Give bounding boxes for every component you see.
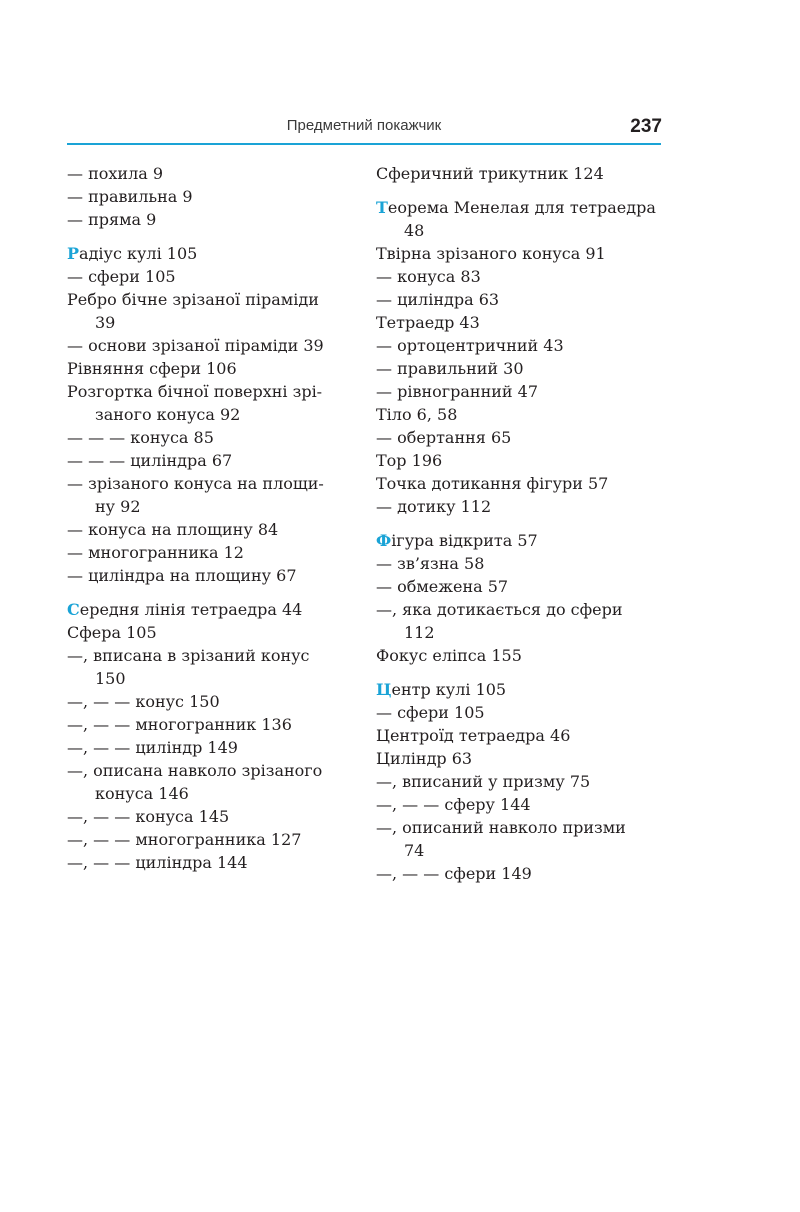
index-entry <box>376 495 676 518</box>
section-initial-letter: Ц <box>376 680 392 699</box>
index-entry-text: ігура відкрита 57 <box>391 531 538 550</box>
index-entry-text: Сфера 105 <box>67 623 157 642</box>
index-entry-text: —, — — сфери 149 <box>376 864 532 883</box>
page-number: 237 <box>630 116 662 137</box>
index-entry <box>67 828 357 851</box>
index-entry-text: —, — — многогранника 127 <box>67 830 302 849</box>
index-entry <box>376 701 676 724</box>
index-entry-text: адіус кулі 105 <box>79 244 198 263</box>
running-header-title: Предметний покажчик <box>286 117 442 134</box>
index-section-start <box>67 242 357 265</box>
index-entry <box>376 449 676 472</box>
index-entry-text: — конуса на площину 84 <box>67 520 279 539</box>
section-initial-letter: С <box>67 600 80 619</box>
index-entry <box>67 185 357 208</box>
index-entry <box>376 403 676 426</box>
index-entry-text: — пряма 9 <box>67 210 157 229</box>
index-entry-text: Рівняння сфери 106 <box>67 359 237 378</box>
index-entry <box>67 518 357 541</box>
index-entry-text: ентр кулі 105 <box>391 680 507 699</box>
index-entry-text: — зрізаного конуса на площи- <box>67 474 324 493</box>
index-entry-text: — дотику 112 <box>376 497 492 516</box>
index-entry <box>67 541 357 564</box>
index-entry-text: — конуса 83 <box>376 267 481 286</box>
index-entry-text: Фокус еліпса 155 <box>376 646 522 665</box>
index-entry-text: —, — — многогранник 136 <box>67 715 292 734</box>
index-entry <box>67 265 357 288</box>
index-entry-text: Тор 196 <box>376 451 443 470</box>
index-entry-text: —, вписана в зрізаний конус <box>67 646 310 665</box>
index-entry <box>67 805 357 828</box>
index-entry-text: —, вписаний у призму 75 <box>376 772 591 791</box>
index-entry <box>376 575 676 598</box>
index-entry-text: — ортоцентричний 43 <box>376 336 564 355</box>
index-entry <box>376 644 676 667</box>
index-entry <box>376 334 676 357</box>
index-entry <box>67 380 357 426</box>
index-entry <box>67 357 357 380</box>
index-entry-continuation: 48 <box>404 221 425 240</box>
index-entry-text: — рівногранний 47 <box>376 382 539 401</box>
index-section-start <box>376 196 676 242</box>
index-entry <box>376 162 676 185</box>
index-entry <box>376 552 676 575</box>
index-entry-text: —, — — циліндра 144 <box>67 853 248 872</box>
index-entry <box>376 380 676 403</box>
index-entry-text: — циліндра на площину 67 <box>67 566 297 585</box>
index-entry-text: Сферичний трикутник 124 <box>376 164 604 183</box>
section-initial-letter: Т <box>376 198 388 217</box>
index-entry <box>67 162 357 185</box>
index-entry <box>376 311 676 334</box>
index-entry-text: —, описаний навколо призми <box>376 818 626 837</box>
index-entry <box>376 770 676 793</box>
index-entry-text: — циліндра 63 <box>376 290 500 309</box>
index-entry-text: — похила 9 <box>67 164 164 183</box>
index-entry-text: — многогранника 12 <box>67 543 244 562</box>
index-entry <box>67 334 357 357</box>
index-entry-continuation: заного конуса 92 <box>95 405 241 424</box>
index-entry <box>67 736 357 759</box>
index-entry-text: — обертання 65 <box>376 428 512 447</box>
index-entry <box>67 426 357 449</box>
index-entry-text: — правильна 9 <box>67 187 193 206</box>
index-entry <box>376 242 676 265</box>
index-entry-text: еорема Менелая для тетраедра <box>387 198 656 217</box>
index-entry <box>376 288 676 311</box>
index-entry-text: — обмежена 57 <box>376 577 509 596</box>
index-entry-continuation: 39 <box>95 313 116 332</box>
index-column-right <box>376 162 676 885</box>
index-entry-text: — — — циліндра 67 <box>67 451 233 470</box>
index-entry-text: —, яка дотикається до сфери <box>376 600 623 619</box>
index-entry-text: Центроїд тетраедра 46 <box>376 726 571 745</box>
index-entry-continuation: 112 <box>404 623 435 642</box>
index-entry-text: Ребро бічне зрізаної піраміди <box>67 290 319 309</box>
index-section-start <box>376 529 676 552</box>
section-initial-letter: Р <box>67 244 80 263</box>
index-entry <box>67 851 357 874</box>
index-entry <box>67 759 357 805</box>
index-entry <box>376 816 676 862</box>
index-entry-text: —, — — конус 150 <box>67 692 220 711</box>
index-entry <box>67 208 357 231</box>
index-entry <box>67 564 357 587</box>
index-section-start <box>376 678 676 701</box>
index-entry <box>376 862 676 885</box>
index-entry <box>67 472 357 518</box>
index-entry-text: Циліндр 63 <box>376 749 473 768</box>
index-entry-text: Тіло 6, 58 <box>376 405 458 424</box>
index-entry-text: Тетраедр 43 <box>376 313 480 332</box>
index-entry-text: — — — конуса 85 <box>67 428 214 447</box>
index-entry-text: —, — — сферу 144 <box>376 795 531 814</box>
index-entry-text: — сфери 105 <box>376 703 485 722</box>
index-entry <box>376 724 676 747</box>
index-entry-text: — сфери 105 <box>67 267 176 286</box>
index-entry-text: — правильний 30 <box>376 359 524 378</box>
index-entry-text: Розгортка бічної поверхні зрі- <box>67 382 323 401</box>
index-entry <box>67 621 357 644</box>
index-section-start <box>67 598 357 621</box>
index-entry <box>376 793 676 816</box>
header-rule <box>67 143 661 145</box>
index-entry-text: —, — — конуса 145 <box>67 807 230 826</box>
index-entry <box>67 288 357 334</box>
index-entry <box>67 449 357 472</box>
index-entry-text: Твірна зрізаного конуса 91 <box>376 244 606 263</box>
index-entry-continuation: конуса 146 <box>95 784 189 803</box>
index-entry-text: — зв’язна 58 <box>376 554 485 573</box>
index-entry <box>67 690 357 713</box>
section-initial-letter: Ф <box>376 531 392 550</box>
index-entry-text: —, — — циліндр 149 <box>67 738 238 757</box>
index-entry <box>376 747 676 770</box>
index-entry <box>376 426 676 449</box>
index-entry-text: —, описана навколо зрізаного <box>67 761 323 780</box>
index-entry-continuation: 150 <box>95 669 126 688</box>
index-entry <box>376 357 676 380</box>
index-entry-continuation: ну 92 <box>95 497 141 516</box>
index-entry <box>376 472 676 495</box>
index-entry <box>376 598 676 644</box>
index-entry <box>67 644 357 690</box>
index-column-left <box>67 162 357 874</box>
index-entry <box>376 265 676 288</box>
index-entry-continuation: 74 <box>404 841 425 860</box>
index-entry-text: Точка дотикання фігури 57 <box>376 474 609 493</box>
index-entry-text: ередня лінія тетраедра 44 <box>79 600 303 619</box>
index-entry <box>67 713 357 736</box>
index-entry-text: — основи зрізаної піраміди 39 <box>67 336 324 355</box>
